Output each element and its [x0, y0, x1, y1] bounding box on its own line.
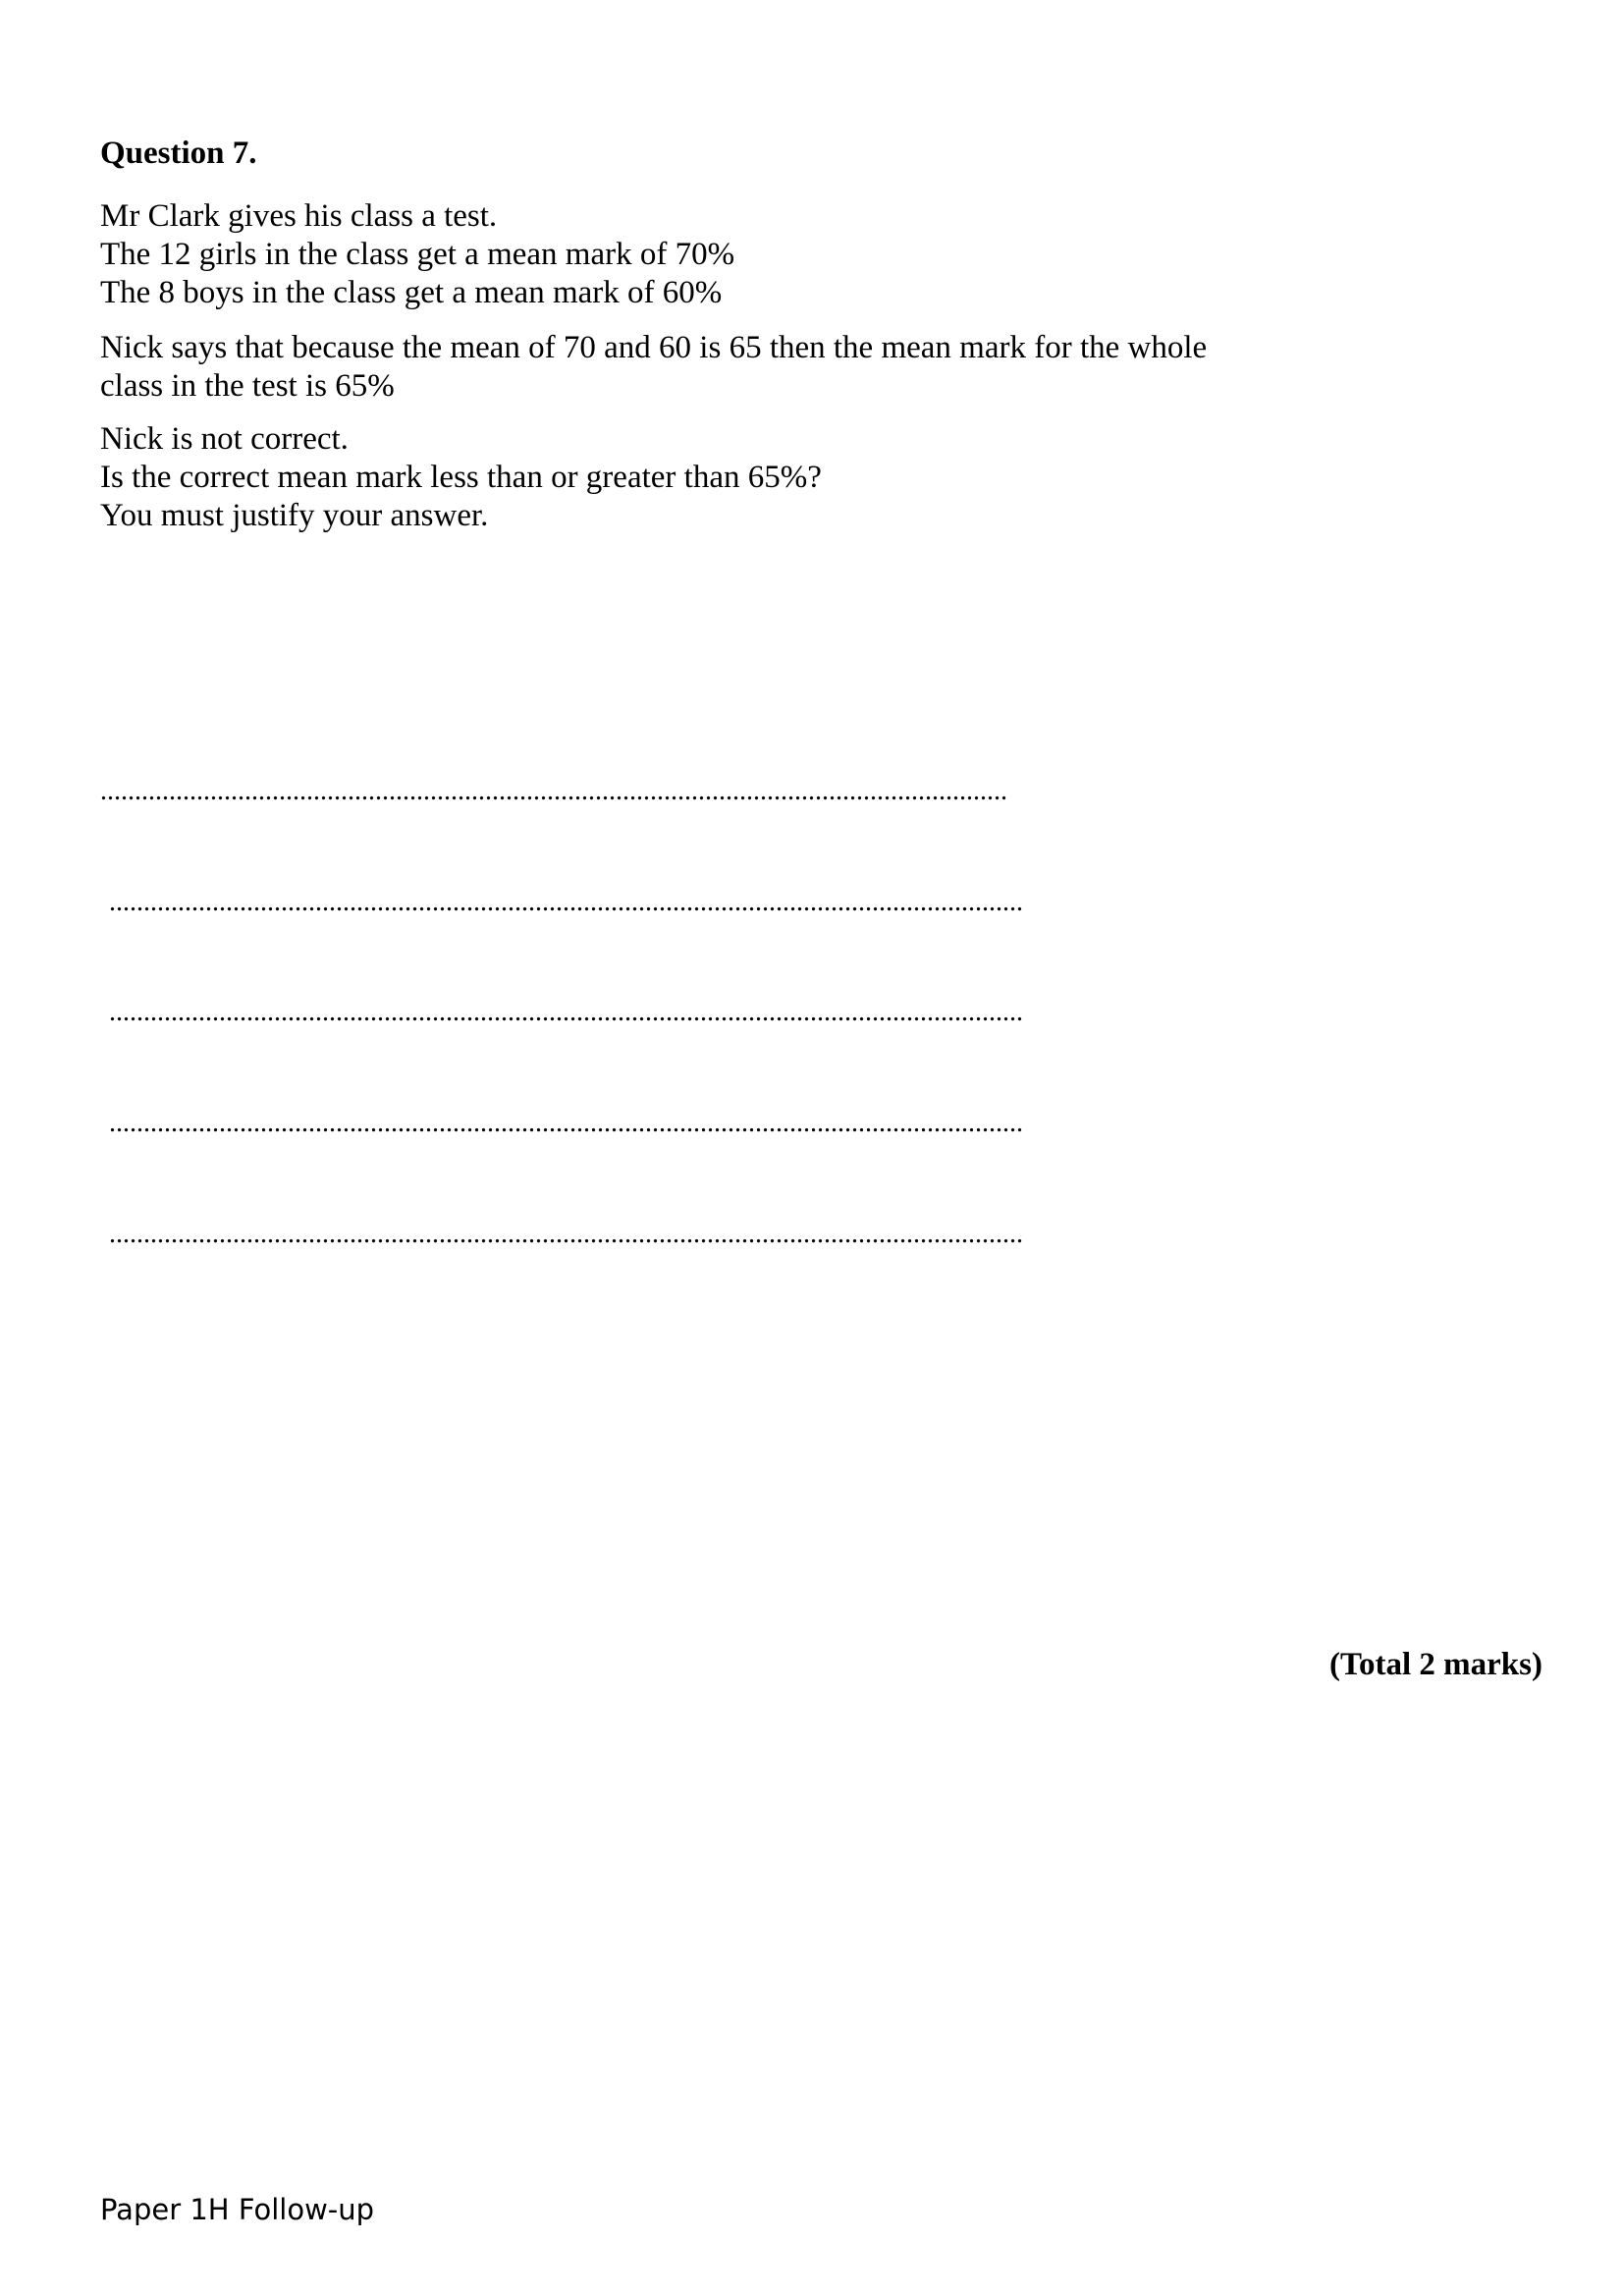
- question-intro: [100, 197, 734, 312]
- question-title: Question 7.: [100, 136, 257, 171]
- answer-line[interactable]: .....................................................................................................................................: [109, 1108, 1023, 1138]
- question-line: You must justify your answer.: [100, 498, 489, 533]
- answer-line[interactable]: .....................................................................................................................................: [109, 997, 1023, 1027]
- answer-line[interactable]: .....................................................................................................................................: [109, 887, 1023, 917]
- question-claim: [100, 329, 1207, 406]
- question-line: Nick says that because the mean of 70 and 60 is 65 then the mean mark for the whole: [100, 330, 1208, 365]
- question-line: Is the correct mean mark less than or greater than 65%?: [100, 460, 822, 495]
- question-line: The 12 girls in the class get a mean mark of 70%: [100, 237, 735, 272]
- question-line: Mr Clark gives his class a test.: [100, 198, 498, 234]
- answer-line[interactable]: ....................................................................................................................................: [100, 776, 1007, 806]
- question-line: The 8 boys in the class get a mean mark of 60%: [100, 275, 723, 310]
- paper-footer: Paper 1H Follow-up: [100, 2193, 375, 2226]
- question-line: Nick is not correct.: [100, 421, 349, 457]
- question-line: class in the test is 65%: [100, 368, 395, 404]
- total-marks: (Total 2 marks): [1329, 1647, 1542, 1682]
- answer-line[interactable]: .....................................................................................................................................: [109, 1219, 1023, 1249]
- question-prompt: [100, 420, 822, 535]
